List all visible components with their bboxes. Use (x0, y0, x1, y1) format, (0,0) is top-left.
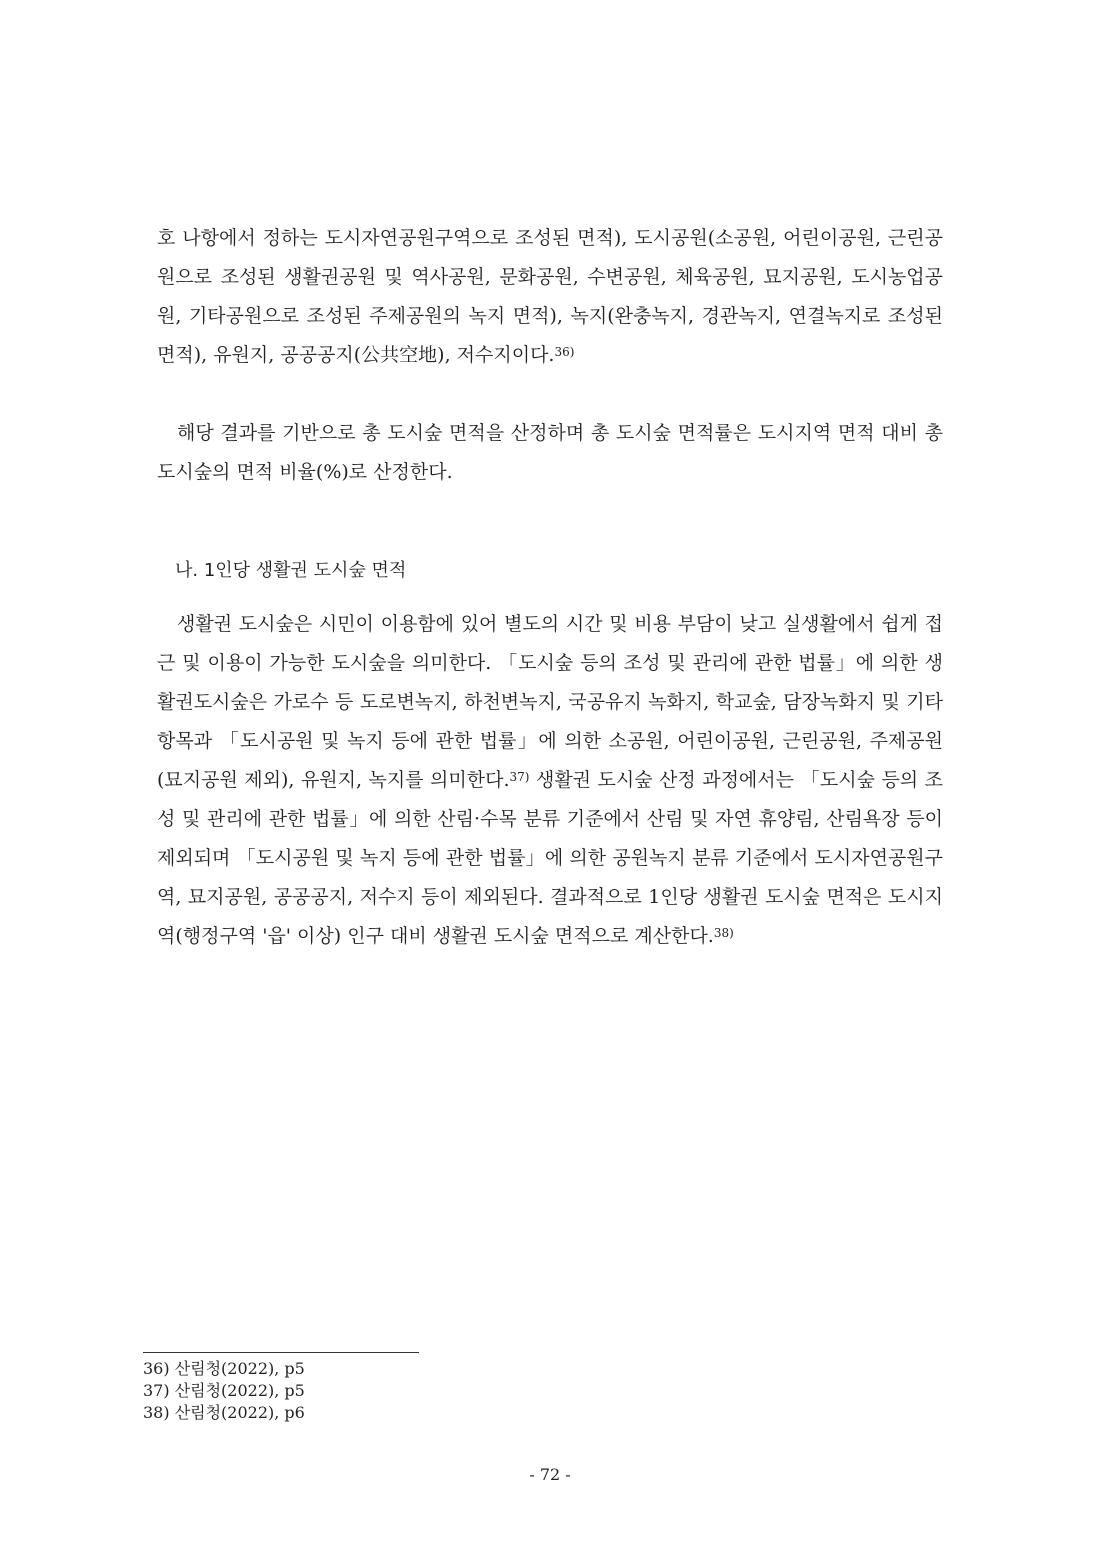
paragraph-text: 생활권 도시숲 산정 과정에서는 「도시숲 등의 조성 및 관리에 관한 법률」에 의한 산림·수목 분류 기준에서 산림 및 자연 휴양림, 산림욕장 등이 제외되며 「도시공원 및 녹지 등에 관한 법률」에 의한 공원녹지 분류 기준에서 도시자연공원구역, 묘지공원, 공공공지, 저수지 등이 제외된다. 결과적으로 1인당 생활권 도시숲 면적은 도시지역(행정구역 '읍' 이상) 인구 대비 생활권 도시숲 면적으로 계산한다. (157, 769, 943, 947)
footnote-item: 37) 산림청(2022), p5 (143, 1381, 305, 1400)
footnote-item: 38) 산림청(2022), p6 (143, 1403, 305, 1422)
body-paragraph-2 (157, 414, 943, 492)
body-paragraph-3 (157, 605, 943, 956)
footnote-divider (143, 1352, 419, 1353)
page-number: - 72 - (529, 1465, 571, 1484)
paragraph-text: 생활권 도시숲은 시민이 이용함에 있어 별도의 시간 및 비용 부담이 낮고 실생활에서 쉽게 접근 및 이용이 가능한 도시숲을 의미한다. 「도시숲 등의 조성 및 관리에 관한 법률」에 의한 생활권도시숲은 가로수 등 도로변녹지, 하천변녹지, 국공유지 녹화지, 학교숲, 담장녹화지 및 기타 항목과 「도시공원 및 녹지 등에 관한 법률」에 의한 소공원, 어린이공원, 근린공원, 주제공원(묘지공원 제외), 유원지, 녹지를 의미한다. (157, 613, 943, 791)
footnote-ref-37[interactable]: 37) (509, 770, 530, 784)
section-heading: 나. 1인당 생활권 도시숲 면적 (175, 560, 407, 581)
paragraph-text: 호 나항에서 정하는 도시자연공원구역으로 조성된 면적), 도시공원(소공원, 어린이공원, 근린공원으로 조성된 생활권공원 및 역사공원, 문화공원, 수변공원, 체육공원, 묘지공원, 도시농업공원, 기타공원으로 조성된 주제공원의 녹지 면적), 녹지(완충녹지, 경관녹지, 연결녹지로 조성된 면적), 유원지, 공공공지(公共空地), 저수지이다. (157, 227, 943, 366)
footnote-ref-38[interactable]: 38) (713, 926, 734, 940)
paragraph-text: 해당 결과를 기반으로 총 도시숲 면적을 산정하며 총 도시숲 면적률은 도시지역 면적 대비 총 도시숲의 면적 비율(%)로 산정한다. (157, 422, 943, 483)
footnote-list (143, 1358, 305, 1424)
footnote-item: 36) 산림청(2022), p5 (143, 1359, 305, 1378)
footnote-ref-36[interactable]: 36) (554, 345, 575, 359)
body-paragraph-1 (157, 219, 943, 375)
